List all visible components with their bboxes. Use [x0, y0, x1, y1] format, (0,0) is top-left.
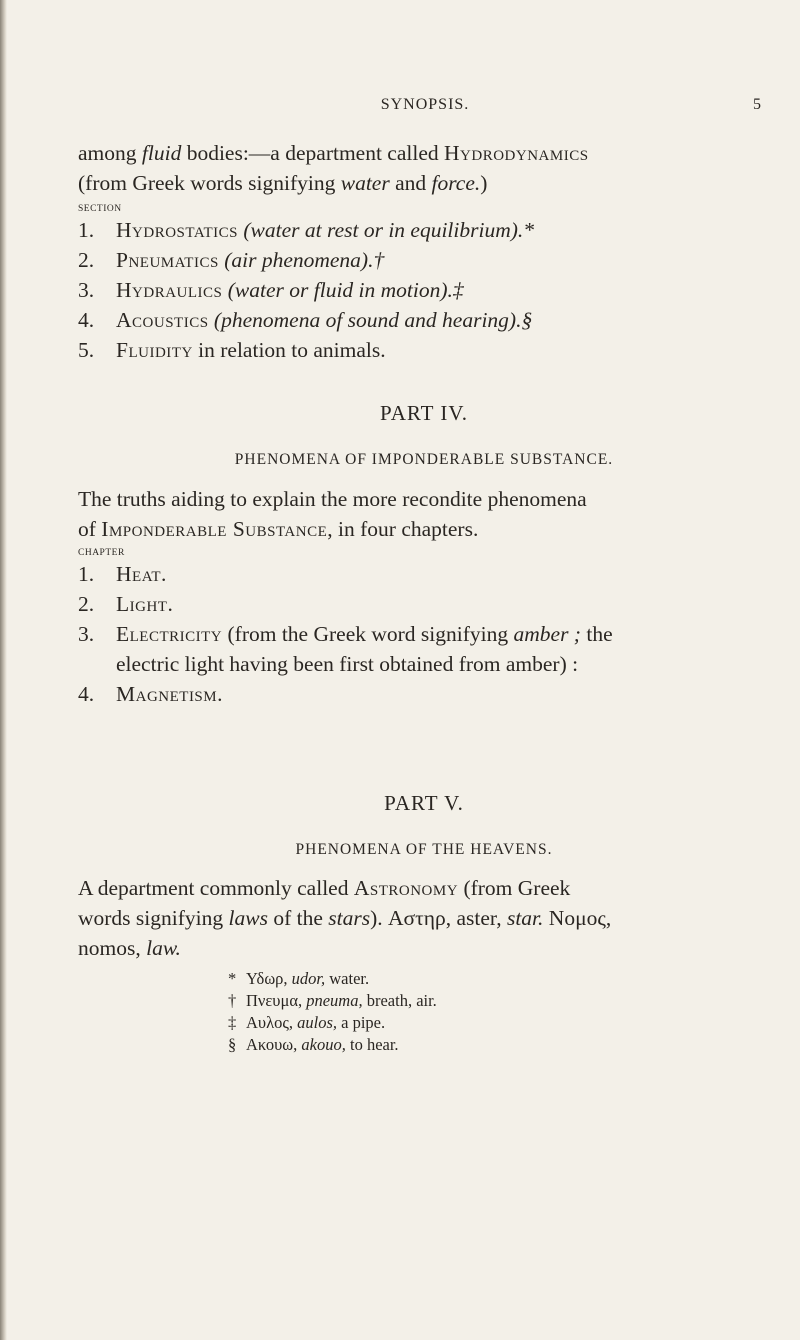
intro-paragraph	[78, 138, 770, 198]
part-5-line-2: words signifying laws of the stars). Αστηρ, aster, star. Νομος,	[78, 906, 612, 930]
section-item: 5. Fluidity in relation to animals.	[78, 338, 386, 362]
chapter-label: CHAPTER	[78, 548, 125, 558]
section-list	[78, 203, 770, 365]
part-4-subtitle: PHENOMENA OF IMPONDERABLE SUBSTANCE.	[234, 451, 614, 468]
page-gutter-shadow	[0, 0, 7, 1340]
section-item: 1. Hydrostatics (water at rest or in equilibrium).*	[78, 218, 535, 242]
part-5-subtitle: PHENOMENA OF THE HEAVENS.	[295, 841, 553, 858]
chapter-item: 1. Heat.	[78, 562, 167, 586]
chapter-item: 4. Magnetism.	[78, 682, 223, 706]
intro-line-1: among fluid bodies:—a department called Hydrodynamics	[78, 141, 589, 165]
term-hydrodynamics: Hydrodynamics	[444, 141, 589, 165]
footnote: ‡ Αυλος, aulos, a pipe.	[228, 1013, 386, 1032]
section-item: 3. Hydraulics (water or fluid in motion).‡	[78, 278, 464, 302]
chapter-list	[78, 547, 770, 709]
chapter-item: 3. Electricity (from the Greek word signifying amber ; the electric light having been first obtained from amber) :	[78, 622, 613, 676]
section-item: 4. Acoustics (phenomena of sound and hearing).§	[78, 308, 533, 332]
part-5-paragraph	[78, 873, 770, 963]
part-4-intro-line-1: The truths aiding to explain the more recondite phenomena	[78, 487, 587, 511]
part-4-intro	[78, 484, 770, 544]
footnote: § Ακουω, akouo, to hear.	[228, 1035, 399, 1054]
section-label: SECTION	[78, 204, 122, 214]
section-item: 2. Pneumatics (air phenomena).†	[78, 248, 385, 272]
intro-line-2: (from Greek words signifying water and force.)	[78, 171, 488, 195]
running-head-title: SYNOPSIS.	[380, 96, 470, 113]
footnote: * Υδωρ, udor, water.	[228, 969, 370, 988]
running-head	[78, 90, 770, 120]
footnote: † Πνευμα, pneuma, breath, air.	[228, 991, 437, 1010]
part-4-intro-line-2: of Imponderable Substance, in four chapters.	[78, 517, 479, 541]
part-5-title: PART V.	[384, 791, 464, 815]
term-astronomy: Astronomy	[353, 876, 459, 900]
part-5-line-3: nomos, law.	[78, 936, 181, 960]
part-4-title: PART IV.	[379, 401, 469, 425]
term-imponderable: Imponderable Substance	[101, 517, 328, 541]
footnotes	[228, 968, 437, 1056]
page-number: 5	[753, 96, 762, 113]
chapter-item: 2. Light.	[78, 592, 174, 616]
part-5-line-1: A department commonly called Astronomy (from Greek	[78, 876, 571, 900]
